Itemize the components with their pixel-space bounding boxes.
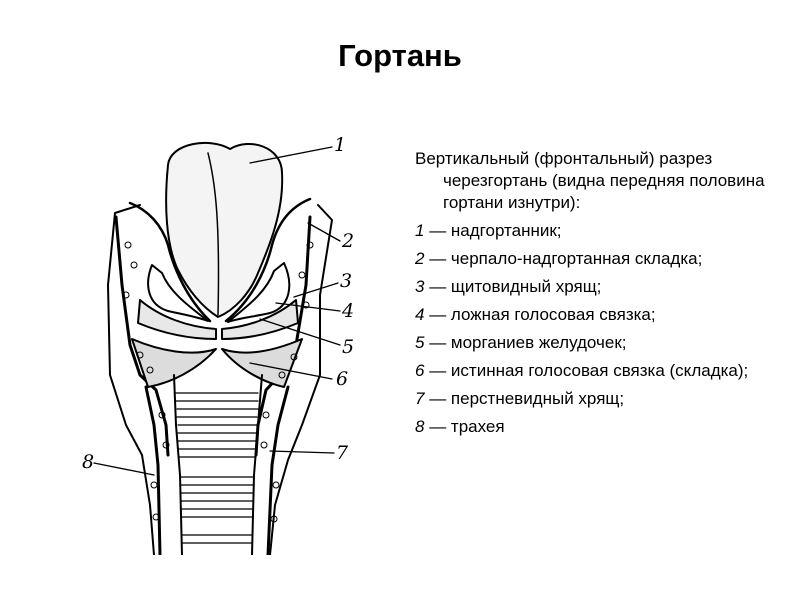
tracheal-rings [176,393,258,543]
callout-5: 5 [342,336,355,358]
legend-text: — морганиев желудочек; [424,333,627,352]
legend-item [415,332,790,354]
legend-text: — трахея [424,417,505,436]
larynx-diagram [70,125,390,555]
legend-item [415,276,790,298]
callout-6: 6 [336,368,349,390]
callout-7: 7 [336,442,349,464]
legend-number: 1 [415,221,425,240]
legend-item [415,416,790,438]
cricoid-cartilage-left [146,387,160,555]
legend-number: 3 [415,277,425,296]
legend-item [415,360,790,382]
legend-item [415,388,790,410]
legend-item [415,304,790,326]
tracheal-lumen-right [252,375,262,555]
legend-number: 5 [415,333,425,352]
legend-text: — истинная голосовая связка (складка); [424,361,749,380]
callout-1: 1 [334,134,347,156]
figure-description [415,148,790,444]
legend-item [415,220,790,242]
legend-text: — надгортанник; [424,221,562,240]
callout-4: 4 [342,300,355,322]
legend-number: 4 [415,305,425,324]
slide-title: Гортань [338,38,462,73]
callout-2: 2 [342,230,355,252]
larynx-section-illustration [70,125,390,555]
legend-number: 8 [415,417,425,436]
description-intro: Вертикальный (фронтальный) разрез черезгортань (видна передняя половина гортани изнутри): [415,149,765,212]
legend-number: 7 [415,389,425,408]
legend-text: — щитовидный хрящ; [424,277,602,296]
legend-item [415,248,790,270]
legend-text: — перстневидный хрящ; [424,389,625,408]
legend-number: 2 [415,249,425,268]
callout-8: 8 [82,451,95,473]
legend-text: — черпало-надгортанная складка; [424,249,703,268]
callout-3: 3 [340,270,353,292]
legend-text: — ложная голосовая связка; [424,305,656,324]
legend-number: 6 [415,361,425,380]
tracheal-lumen-left [174,375,182,555]
